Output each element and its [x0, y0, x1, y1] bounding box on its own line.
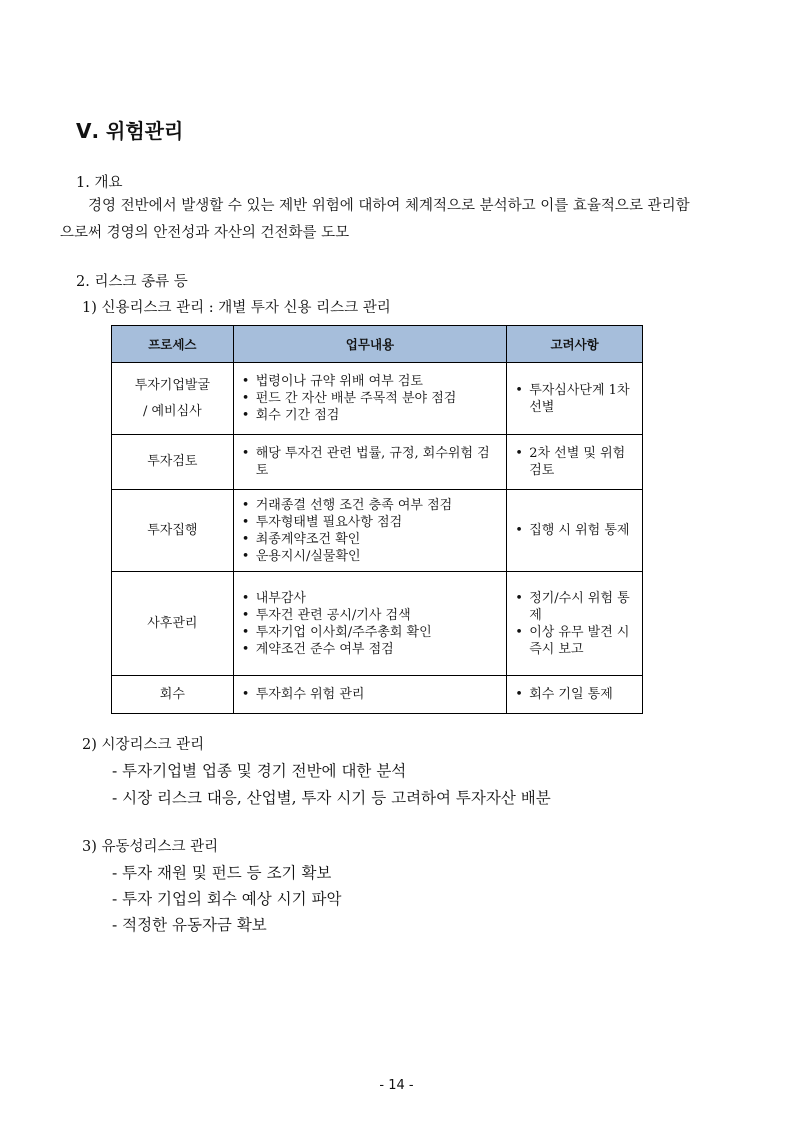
list-item: • 정기/수시 위험 통제 [515, 590, 636, 624]
credit-risk-heading: 1) 신용리스크 관리 : 개별 투자 신용 리스크 관리 [82, 300, 391, 316]
overview-line-2: 으로써 경영의 안전성과 자산의 건전화를 도모 [60, 225, 350, 241]
process-line: 투자집행 [147, 522, 198, 538]
process-line: 투자검토 [147, 454, 198, 469]
section-2-heading: 2. 리스크 종류 등 [76, 274, 188, 290]
process-line: / 예비심사 [142, 403, 202, 419]
considerations-cell [507, 572, 643, 676]
considerations-cell [507, 435, 643, 490]
list-item: • 펀드 간 자산 배분 주목적 분야 점검 [242, 390, 500, 407]
list-item: • 투자회수 위험 관리 [242, 686, 500, 703]
considerations-cell [507, 363, 643, 435]
list-item: • 거래종결 선행 조건 충족 여부 점검 [242, 497, 500, 514]
process-cell [112, 490, 234, 572]
list-item: • 회수 기간 점검 [242, 407, 500, 424]
table-row [112, 676, 643, 714]
process-line: 투자기업발굴 [134, 377, 211, 393]
list-item: • 회수 기일 통제 [515, 686, 636, 703]
list-item: - 적정한 유동자금 확보 [112, 916, 267, 934]
list-item: • 내부감사 [242, 590, 500, 607]
market-risk-heading: 2) 시장리스크 관리 [82, 737, 205, 753]
list-item: • 투자형태별 필요사항 점검 [242, 514, 500, 531]
process-cell [112, 572, 234, 676]
tasks-cell [233, 490, 506, 572]
list-item: • 법령이나 규약 위배 여부 검토 [242, 373, 500, 390]
process-line: 회수 [159, 686, 185, 702]
header-tasks: 업무내용 [233, 326, 506, 363]
table-row [112, 490, 643, 572]
overview-paragraph [60, 193, 740, 219]
list-item: - 투자 기업의 회수 예상 시기 파악 [112, 890, 342, 908]
header-process: 프로세스 [112, 326, 234, 363]
list-item: - 시장 리스크 대응, 산업별, 투자 시기 등 고려하여 투자자산 배분 [112, 789, 551, 807]
tasks-cell [233, 363, 506, 435]
list-item: • 투자심사단계 1차 선별 [515, 382, 636, 416]
overview-line-1: 경영 전반에서 발생할 수 있는 제반 위험에 대하여 체계적으로 분석하고 이를 효율적으로 관리함 [88, 198, 690, 214]
tasks-cell [233, 572, 506, 676]
section-1-heading: 1. 개요 [76, 175, 123, 191]
process-cell [112, 676, 234, 714]
list-item: • 2차 선별 및 위험 검토 [515, 445, 636, 479]
page-number: - 14 - [379, 1078, 414, 1093]
list-item: - 투자기업별 업종 및 경기 전반에 대한 분석 [112, 762, 407, 780]
table-row [112, 572, 643, 676]
considerations-cell [507, 490, 643, 572]
considerations-cell [507, 676, 643, 714]
table-header-row [112, 326, 643, 363]
list-item: • 투자건 관련 공시/기사 검색 [242, 607, 500, 624]
header-considerations: 고려사항 [507, 326, 643, 363]
credit-risk-table [111, 325, 643, 714]
tasks-cell [233, 676, 506, 714]
list-item: - 투자 재원 및 펀드 등 조기 확보 [112, 864, 332, 882]
list-item: • 계약조건 준수 여부 점검 [242, 641, 500, 658]
table-row [112, 435, 643, 490]
list-item: • 최종계약조건 확인 [242, 531, 500, 548]
list-item: • 운용지시/실물확인 [242, 548, 500, 565]
process-line: 사후관리 [147, 615, 198, 631]
liquidity-risk-heading: 3) 유동성리스크 관리 [82, 839, 219, 855]
process-cell [112, 363, 234, 435]
tasks-cell [233, 435, 506, 490]
process-cell [112, 435, 234, 490]
list-item: • 집행 시 위험 통제 [515, 522, 636, 539]
table-row [112, 363, 643, 435]
page-title: Ⅴ. 위험관리 [76, 119, 184, 143]
list-item: • 투자기업 이사회/주주총회 확인 [242, 624, 500, 641]
list-item: • 해당 투자건 관련 법률, 규정, 회수위험 검토 [242, 445, 500, 479]
list-item: • 이상 유무 발견 시 즉시 보고 [515, 624, 636, 658]
